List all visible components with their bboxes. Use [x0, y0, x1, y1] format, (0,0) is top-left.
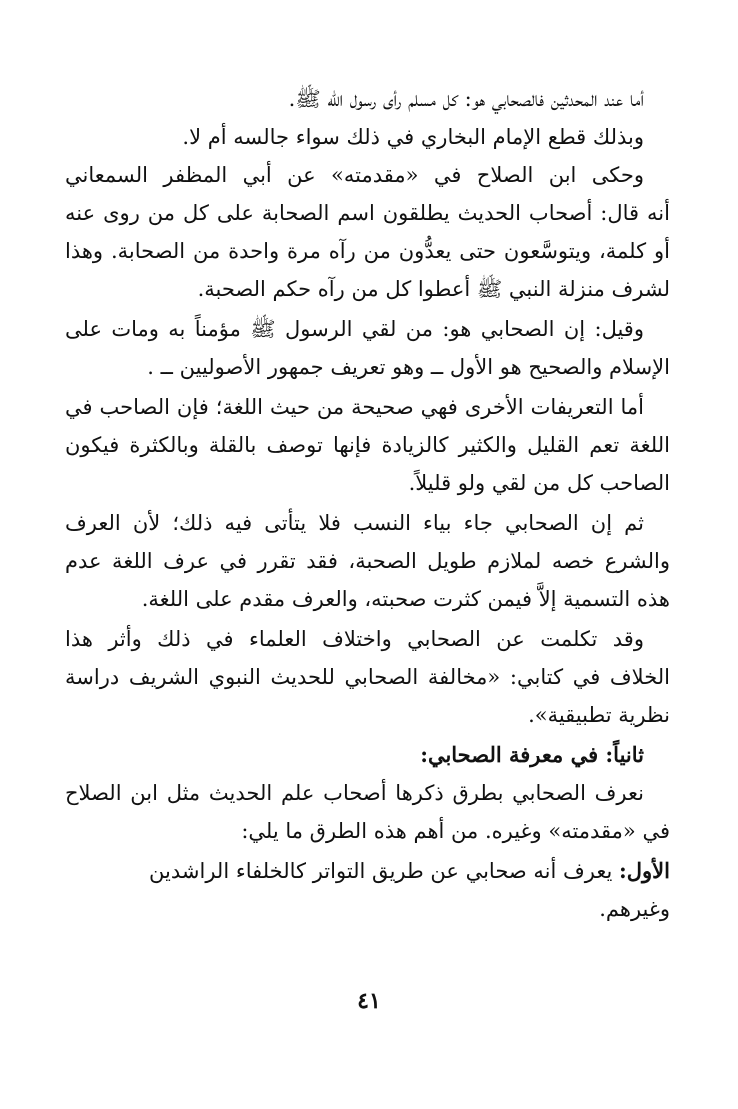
text-line: وقد تكلمت عن الصحابي واختلاف العلماء في ذلك وأثر هذا [65, 627, 644, 651]
text-line [65, 852, 670, 890]
text-line: اللغة تعم القليل والكثير كالزيادة فإنها توصف بالقلة وبالكثرة فيكون [65, 433, 670, 457]
text-line: والشرع خصه لملازم طويل الصحبة، فقد تقرر في عرف اللغة عدم [65, 549, 670, 573]
text-line: الخلاف في كتابي: «مخالفة الصحابي للحديث النبوي الشريف دراسة [65, 665, 670, 689]
text-line: أو كلمة، ويتوسَّعون حتى يعدُّون من رآه مرة واحدة من الصحابة. وهذا [65, 239, 670, 263]
text-line: أنه قال: أصحاب الحديث يطلقون اسم الصحابة على كل من روى عنه [65, 201, 670, 225]
text-line: نعرف الصحابي بطرق ذكرها أصحاب علم الحديث مثل ابن الصلاح [65, 781, 644, 805]
text-line: وقيل: إن الصحابي هو: من لقي الرسول ﷺ مؤمناً به ومات على [65, 317, 644, 341]
text-line: وبذلك قطع الإمام البخاري في ذلك سواء جالسه أم لا. [182, 125, 644, 149]
text-line: وغيرهم. [599, 897, 670, 921]
text-span: يعرف أنه صحابي عن طريق التواتر كالخلفاء الراشدين [149, 859, 613, 883]
text-line: في «مقدمته» وغيره. من أهم هذه الطرق ما يلي: [241, 819, 670, 843]
text-line: ثم إن الصحابي جاء بياء النسب فلا يتأتى فيه ذلك؛ لأن العرف [65, 511, 644, 535]
text-line: أما التعريفات الأخرى فهي صحيحة من حيث اللغة؛ فإن الصاحب في [65, 395, 644, 419]
text-line: أما عند المحدثين فالصحابي هو: كل مسلم رأى رسول الله ﷺ. [288, 87, 644, 111]
body-text [65, 80, 670, 928]
text-line: لشرف منزلة النبي ﷺ أعطوا كل من رآه حكم الصحبة. [197, 277, 670, 301]
text-line: وحكى ابن الصلاح في «مقدمته» عن أبي المظفر السمعاني [65, 163, 644, 187]
text-line: الإسلام والصحيح هو الأول ــ وهو تعريف جمهور الأصوليين ــ . [147, 355, 670, 379]
page-number: ٤١ [357, 988, 381, 1014]
text-line: الصاحب كل من لقي ولو قليلاً. [408, 471, 670, 495]
text-line: نظرية تطبيقية». [528, 703, 670, 727]
bold-lead: الأول: [619, 858, 670, 883]
section-heading: ثانياً: في معرفة الصحابي: [420, 742, 644, 767]
text-line: هذه التسمية إلاَّ فيمن كثرت صحبته، والعرف مقدم على اللغة. [141, 587, 670, 611]
